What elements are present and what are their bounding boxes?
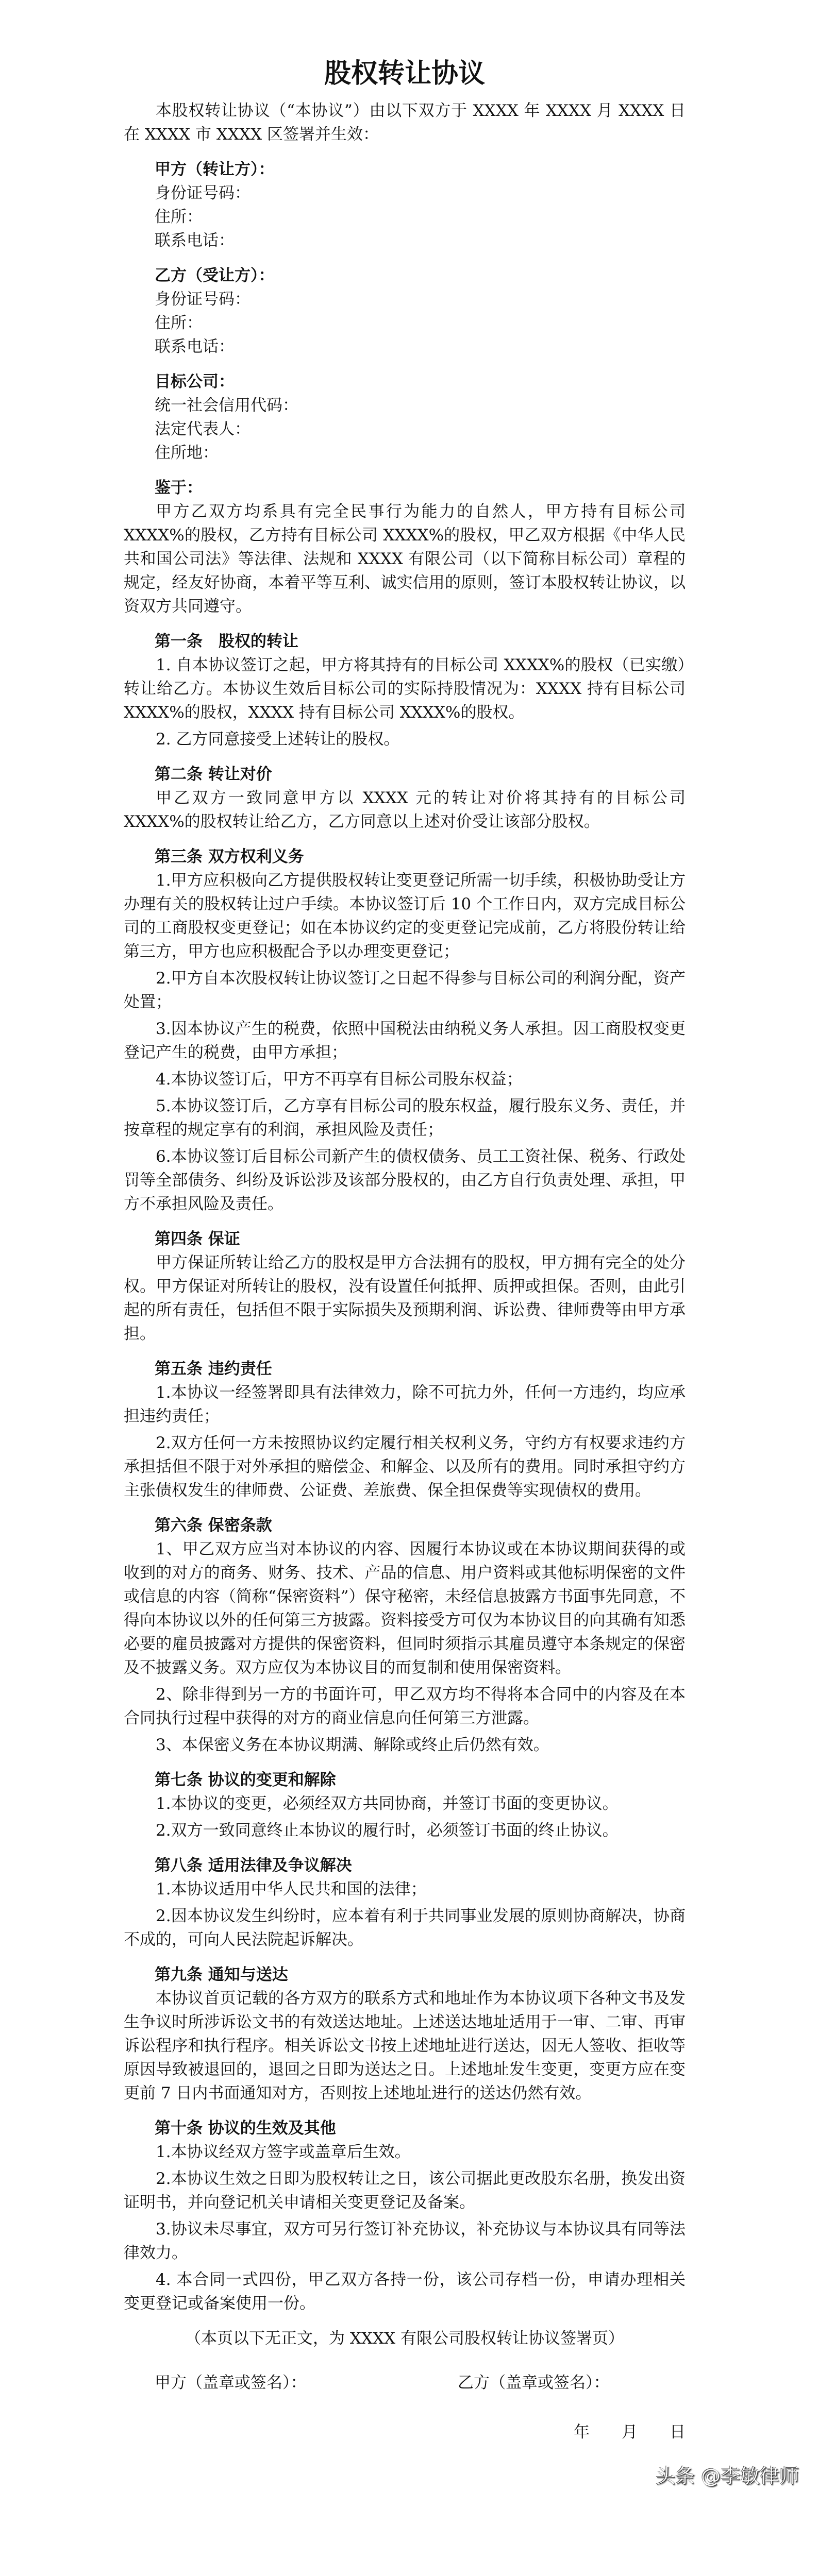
article-3-item: 5.本协议签订后，乙方享有目标公司的股东权益，履行股东义务、责任，并按章程的规定享有的利润，承担风险及责任； xyxy=(124,1097,686,1139)
article-10-item: 3.协议未尽事宜，双方可另行签订补充协议，补充协议与本协议具有同等法律效力。 xyxy=(124,2220,686,2262)
party-b-id-label: 身份证号码： xyxy=(155,290,251,309)
article-8-item: 1.本协议适用中华人民共和国的法律； xyxy=(156,1880,427,1899)
party-a-id-label: 身份证号码： xyxy=(155,184,251,202)
article-3-item: 3.因本协议产生的税费，依照中国税法由纳税义务人承担。因工商股权变更登记产生的税费，由甲方承担； xyxy=(124,1020,686,1062)
article-6-heading: 第六条 保密条款 xyxy=(155,1516,272,1535)
party-a-heading: 甲方（转让方）： xyxy=(155,160,275,179)
party-a-address-label: 住所： xyxy=(155,208,203,226)
article-10-item: 2.本协议生效之日即为股权转让之日，该公司据此更改股东名册，换发出资证明书，并向登记机关申请相关变更登记及备案。 xyxy=(124,2170,686,2212)
whereas-heading: 鉴于： xyxy=(155,479,203,497)
party-b-address-label: 住所： xyxy=(155,314,203,332)
date-year-label: 年 xyxy=(574,2423,590,2442)
party-a-signature-label: 甲方（盖章或签名）： xyxy=(155,2374,307,2392)
article-5-heading: 第五条 违约责任 xyxy=(155,1360,272,1378)
intro-paragraph: 本股权转让协议（“本协议”）由以下双方于 XXXX 年 XXXX 月 XXXX 日在 XXXX 市 XXXX 区签署并生效： xyxy=(124,101,686,144)
party-b-heading: 乙方（受让方）： xyxy=(155,266,275,285)
article-3-item: 1.甲方应积极向乙方提供股权转让变更登记所需一切手续，积极协助受让方办理有关的股权转让过户手续。本协议签订后 10 个工作日内，双方完成目标公司的工商股权变更登记；如在本协议约定的变更登记完成前，乙方将股份转让给第三方，甲方也应积极配合予以办理变更登记； xyxy=(124,871,686,961)
article-8-item: 2.因本协议发生纠纷时，应本着有利于共同事业发展的原则协商解决，协商不成的，可向人民法院起诉解决。 xyxy=(124,1907,686,1949)
article-1-heading: 第一条 股权的转让 xyxy=(155,632,298,651)
article-3-heading: 第三条 双方权利义务 xyxy=(155,848,304,866)
article-1-item: 1. 自本协议签订之起，甲方将其持有的目标公司 XXXX%的股权（已实缴）转让给乙方。本协议生效后目标公司的实际持股情况为：XXXX 持有目标公司 XXXX%的股权，XXXX 持有目标公司 XXXX%的股权。 xyxy=(124,656,686,722)
article-3-item: 4.本协议签订后，甲方不再享有目标公司股东权益； xyxy=(156,1070,523,1089)
party-b-phone-label: 联系电话： xyxy=(155,337,235,356)
whereas-paragraph: 甲方乙双方均系具有完全民事行为能力的自然人，甲方持有目标公司 XXXX%的股权，乙方持有目标公司 XXXX%的股权，甲乙双方根据《中华人民共和国公司法》等法律、法规和 XXXX 有限公司（以下简称目标公司）章程的规定，经友好协商，本着平等互利、诚实信用的原则，签订本股权转让协议，以资双方共同遵守。 xyxy=(124,502,686,616)
article-10-item: 1.本协议经双方签字或盖章后生效。 xyxy=(156,2143,411,2161)
article-6-item: 1、甲乙双方应当对本协议的内容、因履行本协议或在本协议期间获得的或收到的对方的商务、财务、技术、产品的信息、用户资料或其他标明保密的文件或信息的内容（简称“保密资料”）保守秘密，未经信息披露方书面事先同意，不得向本协议以外的任何第三方披露。资料接受方可仅为本协议目的向其确有知悉必要的雇员披露对方提供的保密资料，但同时须指示其雇员遵守本条规定的保密及不披露义务。双方应仅为本协议目的而复制和使用保密资料。 xyxy=(124,1540,686,1677)
date-month-label: 月 xyxy=(622,2423,638,2442)
article-10-heading: 第十条 协议的生效及其他 xyxy=(155,2119,336,2138)
article-8-heading: 第八条 适用法律及争议解决 xyxy=(155,1856,352,1875)
date-row xyxy=(124,2420,686,2444)
document-title: 股权转让协议 xyxy=(324,58,485,89)
article-6-item: 3、本保密义务在本协议期满、解除或终止后仍然有效。 xyxy=(156,1736,549,1754)
article-4-item: 甲方保证所转让给乙方的股权是甲方合法拥有的股权，甲方拥有完全的处分权。甲方保证对所转让的股权，没有设置任何抵押、质押或担保。否则，由此引起的所有责任，包括但不限于实际损失及预期利润、诉讼费、律师费等由甲方承担。 xyxy=(124,1253,686,1343)
signature-row xyxy=(124,2371,686,2395)
article-9-item: 本协议首页记载的各方双方的联系方式和地址作为本协议项下各种文书及发生争议时所涉诉讼文书的有效送达地址。上述送达地址适用于一审、二审、再审诉讼程序和执行程序。相关诉讼文书按上述地址进行送达，因无人签收、拒收等原因导致被退回的，退回之日即为送达之日。上述地址发生变更，变更方应在变更前 7 日内书面通知对方，否则按上述地址进行的送达仍然有效。 xyxy=(124,1989,686,2103)
article-2-item: 甲乙双方一致同意甲方以 XXXX 元的转让对价将其持有的目标公司 XXXX%的股权转让给乙方，乙方同意以上述对价受让该部分股权。 xyxy=(124,789,686,831)
article-3-item: 2.甲方自本次股权转让协议签订之日起不得参与目标公司的利润分配，资产处置； xyxy=(124,969,686,1011)
article-7-heading: 第七条 协议的变更和解除 xyxy=(155,1771,336,1789)
target-legal-rep-label: 法定代表人： xyxy=(155,420,251,438)
article-9-heading: 第九条 通知与送达 xyxy=(155,1965,288,1984)
party-a-phone-label: 联系电话： xyxy=(155,231,235,250)
article-3-item: 6.本协议签订后目标公司新产生的债权债务、员工工资社保、税务、行政处罚等全部债务、纠纷及诉讼涉及该部分股权的，由乙方自行负责处理、承担，甲方不承担风险及责任。 xyxy=(124,1147,686,1213)
article-5-item: 2.双方任何一方未按照协议约定履行相关权利义务，守约方有权要求违约方承担括但不限于对外承担的赔偿金、和解金、以及所有的费用。同时承担守约方主张债权发生的律师费、公证费、差旅费、保全担保费等实现债权的费用。 xyxy=(124,1434,686,1500)
date-day-label: 日 xyxy=(670,2423,686,2442)
article-5-item: 1.本协议一经签署即具有法律效力，除不可抗力外，任何一方违约，均应承担违约责任； xyxy=(124,1383,686,1426)
article-7-item: 1.本协议的变更，必须经双方共同协商，并签订书面的变更协议。 xyxy=(156,1794,619,1813)
article-4-heading: 第四条 保证 xyxy=(155,1230,240,1248)
article-6-item: 2、除非得到另一方的书面许可，甲乙双方均不得将本合同中的内容及在本合同执行过程中获得的对方的商业信息向任何第三方泄露。 xyxy=(124,1685,686,1727)
target-address-label: 住所地： xyxy=(155,444,219,462)
target-credit-code-label: 统一社会信用代码： xyxy=(155,396,298,415)
party-b-signature-label: 乙方（盖章或签名）： xyxy=(458,2374,610,2392)
article-10-item: 4. 本合同一式四份，甲乙双方各持一份，该公司存档一份，申请办理相关变更登记或备案使用一份。 xyxy=(124,2270,686,2313)
article-7-item: 2.双方一致同意终止本协议的履行时，必须签订书面的终止协议。 xyxy=(156,1821,619,1840)
article-1-item: 2. 乙方同意接受上述转让的股权。 xyxy=(156,730,400,749)
target-company-heading: 目标公司： xyxy=(155,372,235,391)
closing-note: （本页以下无正文，为 XXXX 有限公司股权转让协议签署页） xyxy=(185,2329,624,2348)
article-2-heading: 第二条 转让对价 xyxy=(155,765,272,784)
watermark: 头条 @李敏律师 xyxy=(655,2465,799,2487)
